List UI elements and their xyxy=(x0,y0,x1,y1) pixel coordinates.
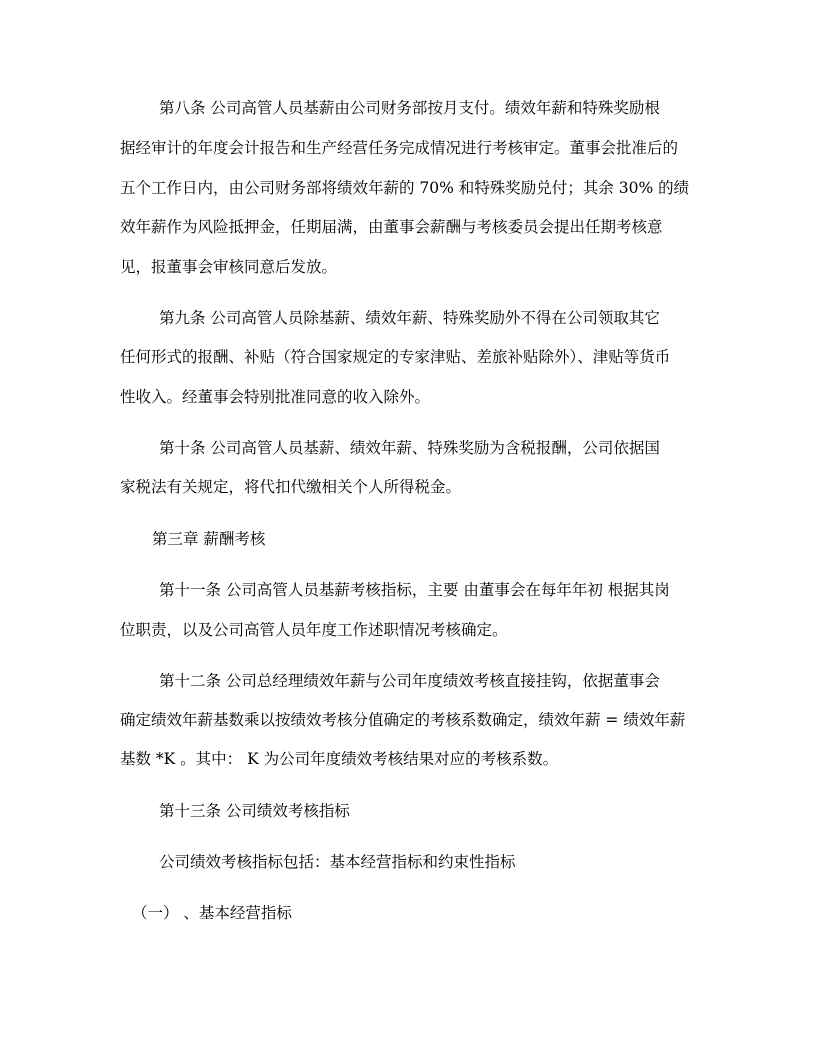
indicators-intro: 公司绩效考核指标包括：基本经营指标和约束性指标 xyxy=(159,853,516,871)
article-10-line-2: 家税法有关规定，将代扣代缴相关个人所得税金。 xyxy=(120,478,462,496)
article-13-line-1: 第十三条 公司绩效考核指标 xyxy=(159,802,350,820)
article-9-line-3: 性收入。经董事会特别批准同意的收入除外。 xyxy=(120,388,431,406)
article-12-line-3: 基数 *K 。其中： K 为公司年度绩效考核结果对应的考核系数。 xyxy=(120,750,559,768)
article-10-line-1: 第十条 公司高管人员基薪、绩效年薪、特殊奖励为含税报酬，公司依据国 xyxy=(159,439,660,457)
article-8-line-5: 见，报董事会审核同意后发放。 xyxy=(120,258,338,276)
article-9-line-2: 任何形式的报酬、补贴（符合国家规定的专家津贴、差旅补贴除外）、津贴等货币 xyxy=(120,348,671,366)
article-8-line-1: 第八条 公司高管人员基薪由公司财务部按月支付。绩效年薪和特殊奖励根 xyxy=(159,99,660,117)
subsection-1-heading: （一） 、基本经营指标 xyxy=(132,904,292,922)
article-8-line-4: 效年薪作为风险抵押金，任期届满，由董事会薪酬与考核委员会提出任期考核意 xyxy=(120,218,663,236)
article-9-line-1: 第九条 公司高管人员除基薪、绩效年薪、特殊奖励外不得在公司领取其它 xyxy=(159,309,660,327)
article-8-line-2: 据经审计的年度会计报告和生产经营任务完成情况进行考核审定。董事会批准后的 xyxy=(120,139,679,157)
article-8-line-3: 五个工作日内，由公司财务部将绩效年薪的 70% 和特殊奖励兑付；其余 30% 的绩 xyxy=(120,179,690,197)
article-11-line-2: 位职责，以及公司高管人员年度工作述职情况考核确定。 xyxy=(120,621,508,639)
article-11-line-1: 第十一条 公司高管人员基薪考核指标，主要 由董事会在每年年初 根据其岗 xyxy=(159,581,670,599)
article-12-line-2: 确定绩效年薪基数乘以按绩效考核分值确定的考核系数确定，绩效年薪 = 绩效年薪 xyxy=(120,711,686,729)
chapter-3-heading: 第三章 薪酬考核 xyxy=(152,530,266,548)
article-12-line-1: 第十二条 公司总经理绩效年薪与公司年度绩效考核直接挂钩，依据董事会 xyxy=(159,672,660,690)
